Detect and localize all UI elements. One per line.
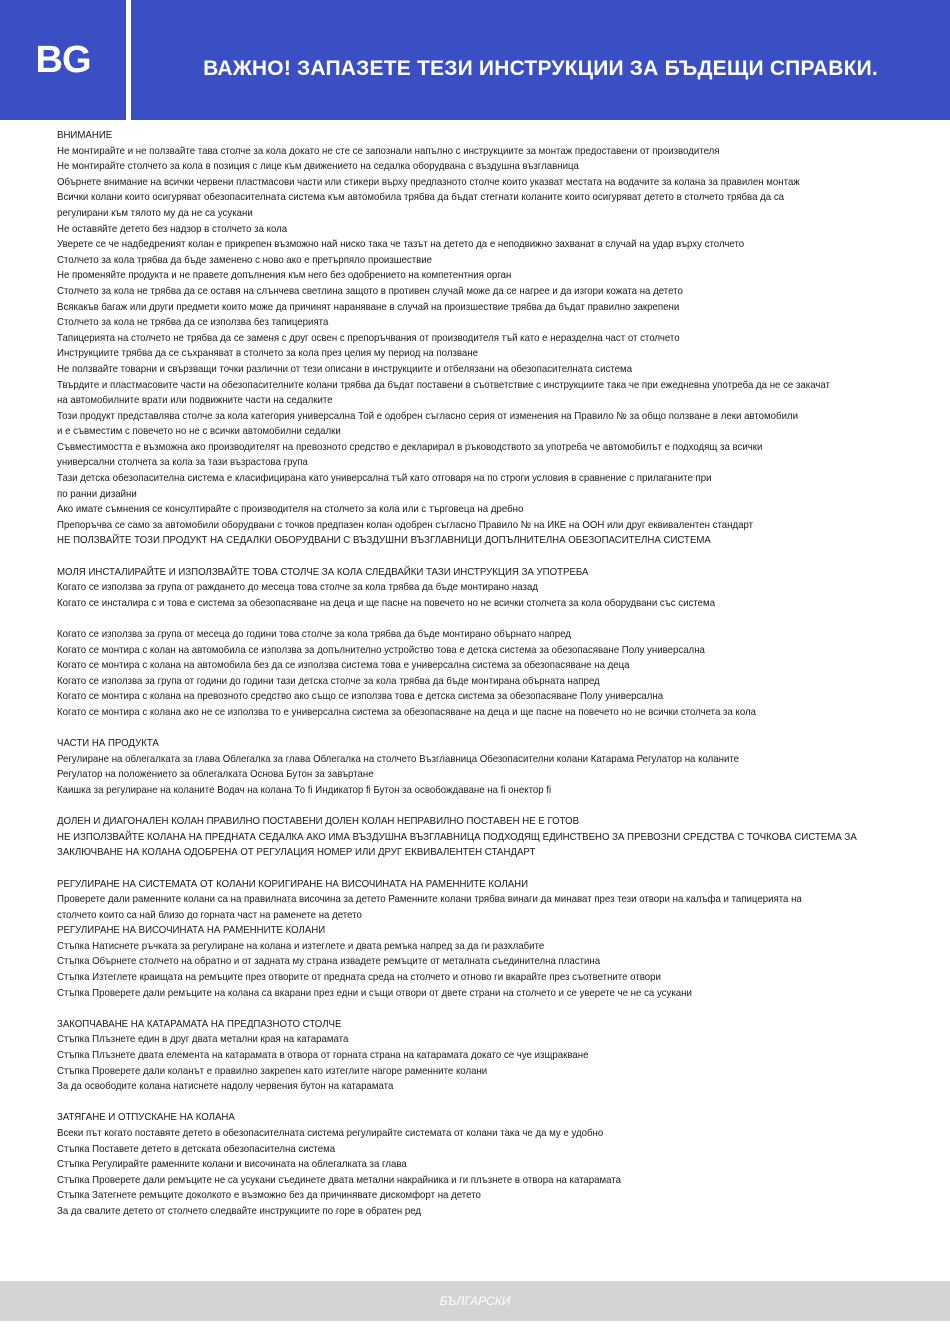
- instruction-line: Всеки път когато поставяте детето в обезопасителната система регулирайте системата от колани така че да му е удобно: [57, 1127, 604, 1139]
- instruction-line: Стъпка Проверете дали ремъците на колана са вкарани през едни и същи отвори от двете страни на столчето и се уверете че не са усукани: [57, 986, 692, 999]
- instruction-line: Твърдите и пластмасовите части на обезопасителните колани трябва да бъдат поставени в съответствие с инструкциите така че при ежедневна употреба да не се закачат: [57, 378, 830, 391]
- instruction-line: Проверете дали раменните колани са на правилната височина за детето Раменните колани трябва винаги да минават през тези отвори на калъфа и тапицерията на: [57, 893, 802, 906]
- instruction-line: Тапицерията на столчето не трябва да се заменя с друг освен с препоръчвания от производителя тъй като е неразделна част от столчето: [57, 331, 680, 344]
- instruction-line: За да освободите колана натиснете надолу червения бутон на катарамата: [57, 1080, 394, 1093]
- instruction-line: ЧАСТИ НА ПРОДУКТА: [57, 737, 159, 750]
- blank-line: [57, 861, 825, 877]
- instruction-line: Когато се използва за група от месеца до години това столче за кола трябва да бъде монтирано обърнато напред: [57, 628, 571, 640]
- instruction-line: Всички колани които осигуряват обезопасителната система към автомобила трябва да бъдат стегнати коланите които осигуряват детето в столчето трябва да са: [57, 191, 785, 204]
- page-header: [0, 0, 950, 120]
- instruction-line: Не монтирайте и не ползвайте тава столче за кола докато не сте се запознали напълно с инструкциите за монтаж предоставени от производителя: [57, 144, 720, 157]
- instruction-line: Стъпка Плъзнете един в друг двата метални края на катарамата: [57, 1033, 349, 1046]
- instruction-line: Стъпка Проверете дали коланът е правилно закрепен като изтеглите нагоре раменните колани: [57, 1064, 488, 1077]
- instruction-line: Регулиране на облегалката за глава Облегалка за глава Облегалка на столчето Възглавница Обезопасителни колани Катарама Регулатор на коланите: [57, 752, 740, 765]
- instruction-line: и е съвместим с повечето но не с всички автомобилни седалки: [57, 425, 341, 438]
- instruction-line: Столчето за кола не трябва да се използва без тапицерията: [57, 316, 329, 329]
- page-footer: [0, 1281, 950, 1321]
- instruction-line: НЕ ПОЛЗВАЙТЕ ТОЗИ ПРОДУКТ НА СЕДАЛКИ ОБОРУДВАНИ С ВЪЗДУШНИ ВЪЗГЛАВНИЦИ ДОПЪЛНИТЕЛНА ОБЕЗОПАСИТЕЛНА СИСТЕМА: [57, 534, 711, 547]
- instruction-line: по ранни дизайни: [57, 487, 137, 500]
- instructions-body: [57, 128, 857, 1220]
- instruction-line: универсални столчета за кола за тази възрастова група: [57, 456, 308, 469]
- instruction-line: ЗАКЛЮЧВАНЕ НА КОЛАНА ОДОБРЕНА ОТ РЕГУЛАЦИЯ НОМЕР ИЛИ ДРУГ ЕКВИВАЛЕНТЕН СТАНДАРТ: [57, 846, 536, 859]
- instruction-line: Ако имате съмнения се консултирайте с производителя на столчето за кола или с търговеца на дребно: [57, 503, 524, 516]
- instruction-line: на автомобилните врати или подвижните части на седалките: [57, 394, 333, 407]
- instruction-line: Не ползвайте товарни и свързващи точки различни от тези описани в инструкциите и отбелязани на обезопасителната система: [57, 362, 633, 375]
- instruction-line: Каишка за регулиране на коланите Водач на колана То fi Индикатор fi Бутон за освобождаване на fi онектор fi: [57, 783, 552, 796]
- instruction-line: Когато се монтира с колана на автомобила без да се използва система това е универсална система за обезопасяване на деца: [57, 659, 630, 672]
- instruction-line: ДОЛЕН И ДИАГОНАЛЕН КОЛАН ПРАВИЛНО ПОСТАВЕНИ ДОЛЕН КОЛАН НЕПРАВИЛНО ПОСТАВЕН НЕ Е ГОТОВ: [57, 815, 580, 828]
- instruction-line: Обърнете внимание на всички червени пластмасови части или стикери върху предпазното столче които указват местата на водачите за колана за правилен монтаж: [57, 175, 800, 188]
- instruction-line: Когато се използва за група от раждането до месеца това столче за кола трябва да бъде монтирано назад: [57, 581, 539, 594]
- instruction-line: столчето които са най близо до горната част на раменете на детето: [57, 908, 362, 921]
- blank-line: [57, 721, 825, 737]
- blank-line: [57, 1095, 825, 1111]
- instruction-line: НЕ ИЗПОЛЗВАЙТЕ КОЛАНА НА ПРЕДНАТА СЕДАЛКА АКО ИМА ВЪЗДУШНА ВЪЗГЛАВНИЦА ПОДХОДЯЩ ЕДИНСТВЕНО ЗА ПРЕВОЗНИ СРЕДСТВА С ТОЧКОВА СИСТЕМА ЗА: [57, 830, 857, 843]
- instruction-line: Стъпка Затегнете ремъците доколкото е възможно без да причинявате дискомфорт на детето: [57, 1189, 481, 1202]
- instruction-line: Стъпка Проверете дали ремъците не са усукани съединете двата метални накрайника и ги плъзнете в отвора на катарамата: [57, 1173, 622, 1186]
- instruction-line: Тази детска обезопасителна система е класифицирана като универсална тъй като отговаря на по строги условия в сравнение с прилаганите при: [57, 472, 712, 485]
- instruction-line: Столчето за кола не трябва да се оставя на слънчева светлина защото в противен случай може да се нагрее и да изгори кожата на детето: [57, 284, 683, 297]
- page-title: ВАЖНО! ЗАПАЗЕТЕ ТЕЗИ ИНСТРУКЦИИ ЗА БЪДЕЩИ СПРАВКИ.: [203, 57, 878, 80]
- instruction-line: ЗАКОПЧАВАНЕ НА КАТАРАМАТА НА ПРЕДПАЗНОТО СТОЛЧЕ: [57, 1017, 342, 1030]
- instruction-line: За да свалите детето от столчето следвайте инструкциите по горе в обратен ред: [57, 1204, 422, 1217]
- instruction-line: Стъпка Натиснете ръчката за регулиране на колана и изтеглете и двата ремъка напред за да ги разхлабите: [57, 939, 545, 952]
- instruction-line: ЗАТЯГАНЕ И ОТПУСКАНЕ НА КОЛАНА: [57, 1111, 235, 1124]
- instruction-line: РЕГУЛИРАНЕ НА ВИСОЧИНАТА НА РАМЕННИТЕ КОЛАНИ: [57, 924, 326, 937]
- instruction-line: Столчето за кола трябва да бъде заменено с ново ако е претърпяло произшествие: [57, 253, 433, 266]
- instruction-line: Не променяйте продукта и не правете допълнения към него без одобрението на компетентния орган: [57, 269, 512, 282]
- instruction-line: Всякакъв багаж или други предмети които може да причинят нараняване в случай на произшествие трябва да бъдат правилно закрепени: [57, 300, 680, 313]
- instruction-line: МОЛЯ ИНСТАЛИРАЙТЕ И ИЗПОЛЗВАЙТЕ ТОВА СТОЛЧЕ ЗА КОЛА СЛЕДВАЙКИ ТАЗИ ИНСТРУКЦИЯ ЗА УПОТРЕБА: [57, 565, 589, 578]
- blank-line: [57, 1001, 825, 1017]
- instruction-line: Когато се монтира с колана ако не се използва то е универсална система за обезопасяване на деца и ще пасне на повечето но не всички столчета за кола: [57, 705, 757, 718]
- instruction-line: Инструкциите трябва да се съхраняват в столчето за кола през целия му период на ползване: [57, 347, 479, 360]
- instruction-line: Когато се инсталира с и това е система за обезопасяване на деца и ще пасне на повечето но не всички столчета за кола оборудвани със система: [57, 596, 716, 609]
- instruction-line: ВНИМАНИЕ: [57, 129, 113, 141]
- instruction-line: Когато се монтира с колан на автомобила се използва за допълнително устройство това е детска система за обезопасяване Полу универсална: [57, 643, 705, 656]
- instruction-line: Не оставяйте детето без надзор в столчето за кола: [57, 222, 288, 235]
- instruction-line: Стъпка Изтеглете краищата на ремъците през отворите от предната среда на столчето и отново ги вкарайте през съответните отвори: [57, 971, 661, 984]
- instruction-line: Стъпка Плъзнете двата елемента на катарамата в отвора от горната страна на катарамата докато се чуе изщракване: [57, 1049, 589, 1062]
- footer-language-label: БЪЛГАРСКИ: [439, 1294, 511, 1308]
- instruction-line: РЕГУЛИРАНЕ НА СИСТЕМАТА ОТ КОЛАНИ КОРИГИРАНЕ НА ВИСОЧИНАТА НА РАМЕННИТЕ КОЛАНИ: [57, 877, 529, 890]
- instruction-line: Когато се използва за група от години до години тази детска столче за кола трябва да бъде монтирана обърната напред: [57, 674, 600, 687]
- instruction-line: регулирани към тялото му да не са усукани: [57, 206, 253, 219]
- blank-line: [57, 611, 825, 627]
- instruction-line: Стъпка Регулирайте раменните колани и височината на облегалката за глава: [57, 1158, 407, 1171]
- instruction-line: Регулатор на положението за облегалката Основа Бутон за завъртане: [57, 768, 374, 781]
- instruction-line: Този продукт представлява столче за кола категория универсална Той е одобрен съгласно серия от изменения на Правило № за общо ползване в леки автомобили: [57, 409, 799, 422]
- instruction-line: Стъпка Поставете детето в детската обезопасителна система: [57, 1142, 336, 1155]
- blank-line: [57, 549, 825, 565]
- instruction-line: Съвместимостта е възможна ако производителят на превозното средство е декларирал в ръководството за употреба че автомобилът е подходящ за всички: [57, 440, 763, 453]
- instruction-line: Уверете се че надбедреният колан е прикрепен възможно най ниско така че тазът на детето да е неподвижно захванат в случай на удар върху столчето: [57, 238, 745, 251]
- instruction-line: Стъпка Обърнете столчето на обратно и от задната му страна извадете ремъците от металната съединителна пластина: [57, 955, 601, 968]
- instruction-line: Препоръчва се само за автомобили оборудвани с точков предпазен колан одобрен съгласно Правило № на ИКЕ на ООН или друг еквивалентен стандарт: [57, 518, 754, 531]
- instruction-line: Когато се монтира с колана на превозното средство ако също се използва това е детска система за обезопасяване Полу универсална: [57, 690, 664, 703]
- instruction-line: Не монтирайте столчето за кола в позиция с лице към движението на седалка оборудвана с въздушна възглавница: [57, 160, 579, 173]
- blank-line: [57, 799, 825, 815]
- language-code-logo: BG: [35, 38, 91, 81]
